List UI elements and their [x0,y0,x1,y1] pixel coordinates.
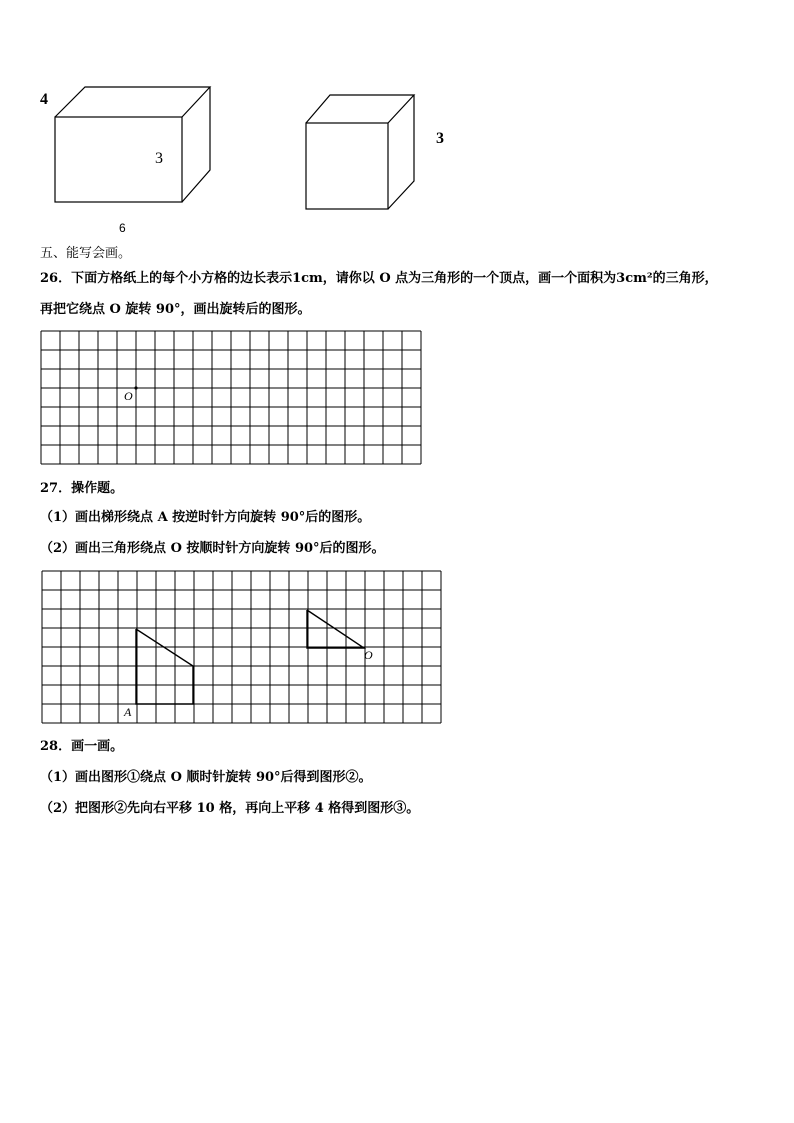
section-title: 五、能写会画。 [40,246,132,261]
q27-part2: （2）画出三角形绕点 O 按顺时针方向旋转 90°后的图形。 [40,541,385,556]
q27-trapezoid [136,629,193,704]
q27-triangle [307,610,364,648]
cuboid-side-label: 3 [155,150,163,167]
q26-point-o-label: O [124,389,133,403]
q26-line1: 26．下面方格纸上的每个小方格的边长表示1cm，请你以 O 点为三角形的一个顶点，画一个面积为3cm²的三角形， [40,271,718,286]
q27-title: 27．操作题。 [40,481,124,496]
q27-label-o: O [364,648,373,662]
q28-part2: （2）把图形②先向右平移 10 格，再向上平移 4 格得到图形③。 [40,801,420,816]
q26-line2: 再把它绕点 O 旋转 90°，画出旋转后的图形。 [40,302,311,317]
cuboid-top-label: 4 [40,91,48,108]
q27-part1: （1）画出梯形绕点 A 按逆时针方向旋转 90°后的图形。 [40,510,371,525]
cuboid-bottom-label: 6 [119,221,126,235]
q28-part1: （1）画出图形①绕点 O 顺时针旋转 90°后得到图形②。 [40,770,372,785]
q28-title: 28．画一画。 [40,739,124,754]
q27-label-a: A [124,705,132,719]
cube-label: 3 [436,130,444,147]
